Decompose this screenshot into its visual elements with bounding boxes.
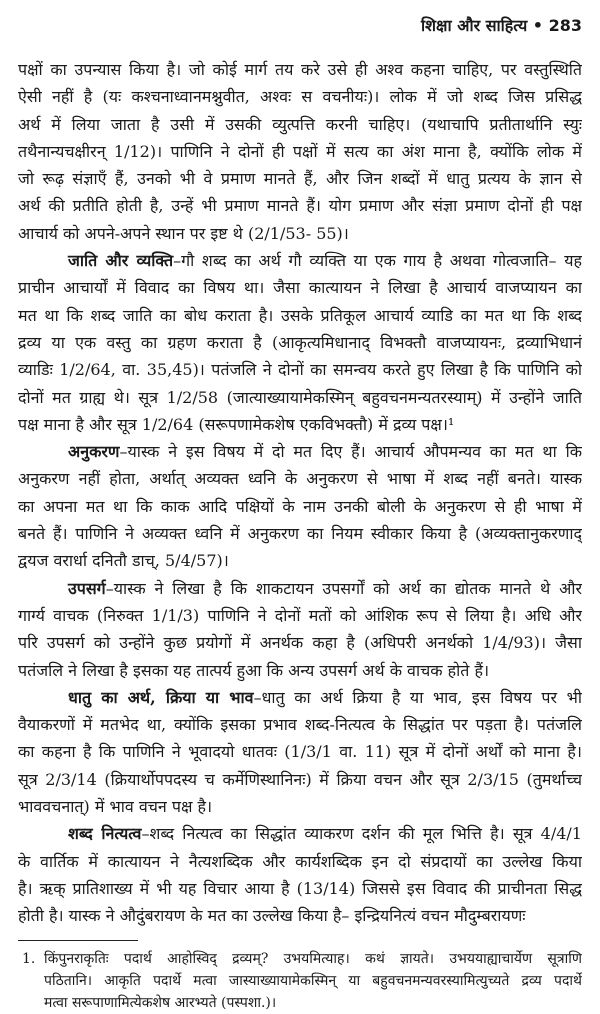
line-text: परि उपसर्ग को उन्होंने कुछ प्रयोगों में अनर्थक कहा है (अधिपरी अनर्थको 1/4/93)। जैसा	[18, 633, 582, 653]
text-line	[18, 547, 582, 574]
text-line	[18, 274, 582, 301]
line-text: ऐसी नहीं है (यः कश्चनाध्वानमश्नुवीत, अश्वः स वचनीयः)। लोक में जो शब्द जिस प्रसिद्ध	[18, 87, 582, 107]
line-text: –धातु का अर्थ क्रिया है या भाव, इस विषय पर भी	[253, 687, 582, 707]
line-text: पतंजलि ने लिखा है इसका यह तात्पर्य हुआ कि अन्य उपसर्ग अर्थ के वाचक होते हैं।	[18, 660, 490, 680]
text-line	[18, 602, 582, 629]
line-text: –गौ शब्द का अर्थ गौ व्यक्ति या एक गाय है अथवा गोत्वजाति– यह	[173, 251, 582, 271]
text-line	[18, 56, 582, 83]
line-text: दोनों मत ग्राह्य थे। सूत्र 1/2/58 (जात्याख्यायामेकस्मिन् बहुवचनमन्यतरस्याम्) में उन्होंने जाति	[18, 387, 582, 407]
line-text: द्वयज वरार्धा दनितौ डाच्, 5/4/57)।	[18, 551, 229, 571]
section-heading: उपसर्ग	[68, 578, 106, 598]
line-text: आचार्य को अपने-अपने स्थान पर इष्ट थे (2/1/53- 55)।	[18, 223, 349, 243]
text-line	[18, 411, 582, 438]
text-line	[18, 438, 582, 465]
text-line	[18, 657, 582, 684]
text-line	[18, 766, 582, 793]
footnote	[18, 948, 582, 1014]
text-line	[18, 711, 582, 738]
text-line	[18, 875, 582, 902]
footnote-line	[18, 970, 582, 992]
text-line	[18, 520, 582, 547]
footnote-text: मत्वा सरूपाणामित्येकशेष आरभ्यते (पस्पशा.)।	[44, 995, 277, 1011]
text-line	[18, 83, 582, 110]
text-line	[18, 575, 582, 602]
line-text: पक्षों का उपन्यास किया है। जो कोई मार्ग तय करे उसे ही अश्व कहना चाहिए, पर वस्तुस्थिति	[18, 60, 582, 79]
footnote-number: 1.	[22, 951, 36, 967]
line-text: भाववचनात्) में भाव वचन पक्ष है।	[18, 797, 213, 817]
text-line	[18, 384, 582, 411]
body-text	[18, 56, 582, 930]
text-line	[18, 902, 582, 929]
section-heading: अनुकरण	[68, 442, 120, 462]
text-line	[18, 247, 582, 274]
section-heading: जाति और व्यक्ति	[68, 251, 174, 271]
line-text: –यास्क ने लिखा है कि शाकटायन उपसर्गों को अर्थ का द्योतक मानते थे और	[105, 578, 582, 598]
footnote-text: पठितानि। आकृति पदार्थे मत्वा जास्याख्यायामेकस्मिन् या बहुवचनमन्यवरस्यामित्युच्यते द्रव्य पदार्थे	[44, 973, 582, 989]
line-text: अर्थ की प्रतीति होती है, उन्हें भी प्रमाण मानते हैं। योग प्रमाण और संज्ञा प्रमाण दोनों ही पक्ष	[18, 196, 582, 216]
text-line	[18, 738, 582, 765]
footnote-line	[18, 992, 582, 1014]
text-line	[18, 329, 582, 356]
footnote-line	[18, 948, 582, 970]
line-text: पक्ष माना है और सूत्र 1/2/64 (सरूपणामेकशेष एकविभक्तौ) में द्रव्य पक्ष।¹	[18, 414, 455, 434]
line-text: अनुकरण नहीं होता, अर्थात् अव्यक्त ध्वनि के अनुकरण से भाषा में शब्द नहीं बनते। यास्क	[18, 469, 582, 489]
line-text: मत था कि शब्द जाति का बोध कराता है। उसके प्रतिकूल आचार्य व्याडि का मत था कि शब्द	[18, 305, 582, 325]
line-text: अर्थ में लिया जाता है उसी में उसकी व्युत्पत्ति करनी चाहिए। (यथाचापि प्रतीतार्थानि स्युः	[18, 114, 582, 134]
running-header: शिक्षा और साहित्य • 283	[421, 16, 582, 35]
section-heading: धातु का अर्थ, क्रिया या भाव	[68, 687, 254, 707]
text-line	[18, 793, 582, 820]
text-line	[18, 493, 582, 520]
line-text: जो रूढ़ संज्ञाएँ हैं, उनको भी वे प्रमाण मानते हैं, और जिन शब्दों में धातु प्रत्यय के ज्ञान से	[18, 169, 582, 189]
section-heading: शब्द नित्यत्व	[68, 824, 142, 844]
text-line	[18, 220, 582, 247]
footnote-divider	[18, 940, 138, 941]
line-text: व्याडिः 1/2/64, वा. 35,45)। पतंजलि ने दोनों का समन्वय करते हुए लिखा है कि पाणिनि को	[18, 360, 582, 380]
text-line	[18, 192, 582, 219]
text-line	[18, 820, 582, 847]
line-text: होती है। यास्क ने औदुंबरायण के मत का उल्लेख किया है– इन्द्रियनित्यं वचन मौदुम्बरायणः	[18, 906, 526, 926]
line-text: गार्ग्य वाचक (निरुक्त 1/1/3) पाणिनि ने दोनों मतों को आंशिक रूप से लिया है। अधि और	[18, 605, 582, 625]
footnote-text: किंपुनराकृतिः पदार्थ आहोस्विद् द्रव्यम्? उभयमित्याह। कथं ज्ञायते। उभययाह्याचार्येण सूत्राणि	[44, 951, 582, 967]
line-text: –शब्द नित्यत्व का सिद्धांत व्याकरण दर्शन की मूल भित्ति है। सूत्र 4/4/1	[141, 824, 582, 844]
line-text: का कहना है कि पाणिनि ने भूवादयो धातवः (1/3/1 वा. 11) सूत्र में दोनों अर्थों को माना है।	[18, 742, 582, 762]
line-text: द्रव्य या एक वस्तु का ग्रहण कराता है (आकृत्यमिधानाद् विभक्तौ वाजप्यायनः, द्रव्याभिधानं	[18, 332, 582, 352]
line-text: तथैनान्यचक्षीरन् 1/12)। पाणिनि ने दोनों ही पक्षों में सत्य का अंश माना है, क्योंकि लोक में	[18, 141, 582, 161]
text-line	[18, 111, 582, 138]
text-line	[18, 356, 582, 383]
line-text: का अपना मत था कि काक आदि पक्षियों के नाम उनकी बोली के अनुकरण से ही भाषा में	[18, 496, 582, 516]
line-text: प्राचीन आचार्यों में विवाद का विषय था। जैसा कात्यायन ने लिखा है आचार्य वाजप्यायन का	[18, 278, 582, 298]
text-line	[18, 848, 582, 875]
line-text: है। ऋक् प्रातिशाख्य में भी यह विचार आया है (13/14) जिससे इस विवाद की प्राचीनता सिद्ध	[18, 878, 582, 898]
line-text: के वार्तिक में कात्यायन ने नैत्यशब्दिक और कार्यशब्दिक इन दो संप्रदायों का उल्लेख किया	[18, 851, 582, 871]
line-text: –यास्क ने इस विषय में दो मत दिए हैं। आचार्य औपमन्यव का मत था कि	[119, 442, 582, 462]
text-line	[18, 165, 582, 192]
text-line	[18, 465, 582, 492]
line-text: बनते हैं। पाणिनि ने अव्यक्त ध्वनि में अनुकरण का नियम स्वीकार किया है (अव्यक्तानुकरणाद्	[18, 524, 582, 544]
text-line	[18, 302, 582, 329]
line-text: सूत्र 2/3/14 (क्रियार्थोपपदस्य च कर्मेणिस्थानिनः) में क्रिया वचन और सूत्र 2/3/15 (तुमर्थाच्च	[18, 769, 582, 789]
text-line	[18, 629, 582, 656]
text-line	[18, 138, 582, 165]
line-text: वैयाकरणों में मतभेद था, क्योंकि इसका प्रभाव शब्द-नित्यत्व के सिद्धांत पर पड़ता है। पतंजलि	[18, 715, 582, 735]
text-line	[18, 684, 582, 711]
